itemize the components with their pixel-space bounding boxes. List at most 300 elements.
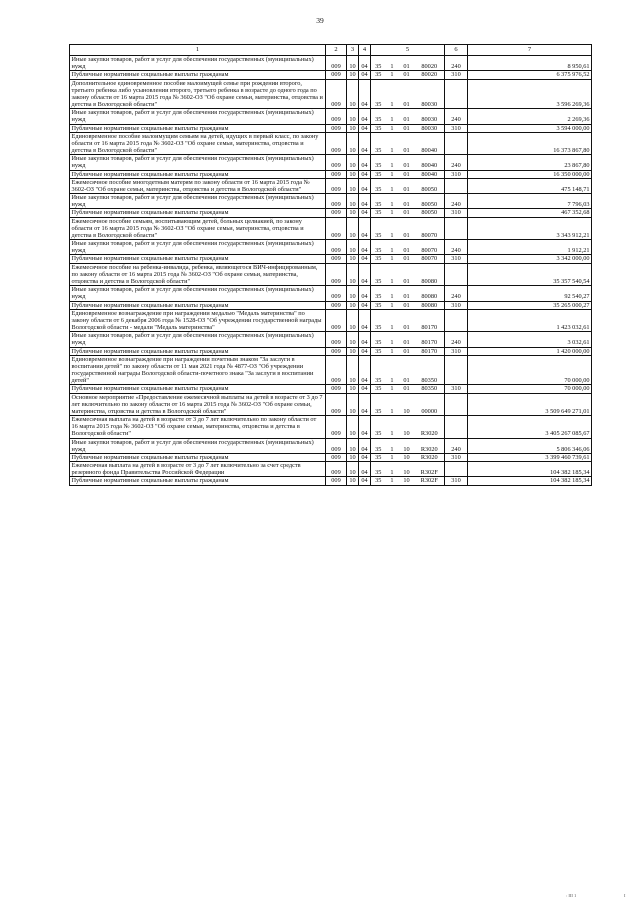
row-measure-code: 01 <box>399 286 415 301</box>
row-subsection-code: 04 <box>359 309 371 332</box>
row-ministry-code: 009 <box>326 178 347 193</box>
row-subsection-code: 04 <box>359 477 371 485</box>
table-row <box>70 301 592 309</box>
row-subsection-code: 04 <box>359 301 371 309</box>
row-measure-code: 01 <box>399 309 415 332</box>
row-subsection-code: 04 <box>359 217 371 240</box>
row-expense-type: 310 <box>445 453 468 461</box>
row-program-code: 35 <box>371 109 386 124</box>
row-subprogram-code: 1 <box>386 124 399 132</box>
row-program-code: 35 <box>371 332 386 347</box>
table-row <box>70 155 592 170</box>
row-name: Публичные нормативные социальные выплаты гражданам <box>70 301 326 309</box>
row-subprogram-code: 1 <box>386 79 399 109</box>
row-subsection-code: 04 <box>359 286 371 301</box>
row-ministry-code: 009 <box>326 309 347 332</box>
row-ministry-code: 009 <box>326 124 347 132</box>
row-section-code: 10 <box>347 416 359 439</box>
row-section-code: 10 <box>347 240 359 255</box>
row-measure-code: 01 <box>399 240 415 255</box>
row-name: Ежемесячное пособие семьям, воспитывающим детей, больных целиакией, по закону области от 16 марта 2015 года № 3602-ОЗ "Об охране семьи, материнства, отцовства и детства в Вологодской области" <box>70 217 326 240</box>
row-program-code: 35 <box>371 477 386 485</box>
row-subsection-code: 04 <box>359 240 371 255</box>
page-number: 39 <box>316 16 324 25</box>
row-ministry-code: 009 <box>326 240 347 255</box>
row-subsection-code: 04 <box>359 332 371 347</box>
row-direction-code: 80030 <box>415 124 445 132</box>
row-amount: 3 594 000,00 <box>468 124 592 132</box>
row-direction-code: 80030 <box>415 79 445 109</box>
table-header-row <box>70 45 592 56</box>
row-ministry-code: 009 <box>326 385 347 393</box>
row-subsection-code: 04 <box>359 416 371 439</box>
row-subprogram-code: 1 <box>386 263 399 286</box>
row-subsection-code: 04 <box>359 56 371 71</box>
row-direction-code: R3020 <box>415 453 445 461</box>
row-measure-code: 01 <box>399 155 415 170</box>
row-section-code: 10 <box>347 71 359 79</box>
row-program-code: 35 <box>371 71 386 79</box>
row-subprogram-code: 1 <box>386 178 399 193</box>
row-name: Дополнительное единовременное пособие малоимущей семье при рождении второго, третьего ребенка либо усыновлении второго, третьего ребенка в возрасте до одного года по закону области от 16 марта 2015 года № 3602-ОЗ "Об охране семьи, материнства, отцовства и детства в Вологодской области" <box>70 79 326 109</box>
row-amount: 475 148,71 <box>468 178 592 193</box>
row-direction-code: 80070 <box>415 217 445 240</box>
row-section-code: 10 <box>347 347 359 355</box>
row-expense-type: 310 <box>445 124 468 132</box>
row-expense-type <box>445 462 468 477</box>
row-subprogram-code: 1 <box>386 71 399 79</box>
row-expense-type <box>445 79 468 109</box>
scan-footer-mark: : III 1 <box>566 893 577 898</box>
header-col-7: 7 <box>468 45 592 56</box>
row-section-code: 10 <box>347 178 359 193</box>
row-ministry-code: 009 <box>326 56 347 71</box>
row-program-code: 35 <box>371 255 386 263</box>
row-program-code: 35 <box>371 416 386 439</box>
row-section-code: 10 <box>347 56 359 71</box>
row-ministry-code: 009 <box>326 416 347 439</box>
row-section-code: 10 <box>347 332 359 347</box>
table-row <box>70 71 592 79</box>
row-subsection-code: 04 <box>359 255 371 263</box>
row-direction-code: 80350 <box>415 355 445 385</box>
scan-footer-mark-right: I <box>624 893 626 898</box>
table-row <box>70 56 592 71</box>
row-expense-type: 240 <box>445 438 468 453</box>
row-subsection-code: 04 <box>359 393 371 416</box>
row-subsection-code: 04 <box>359 209 371 217</box>
row-expense-type: 240 <box>445 109 468 124</box>
row-expense-type: 310 <box>445 255 468 263</box>
row-subprogram-code: 1 <box>386 438 399 453</box>
row-direction-code: R3020 <box>415 438 445 453</box>
row-ministry-code: 009 <box>326 332 347 347</box>
row-ministry-code: 009 <box>326 453 347 461</box>
row-amount: 6 375 976,52 <box>468 71 592 79</box>
row-subprogram-code: 1 <box>386 332 399 347</box>
row-subprogram-code: 1 <box>386 240 399 255</box>
row-amount: 3 399 460 739,61 <box>468 453 592 461</box>
row-subprogram-code: 1 <box>386 56 399 71</box>
row-direction-code: R3020 <box>415 416 445 439</box>
row-measure-code: 10 <box>399 438 415 453</box>
row-subsection-code: 04 <box>359 194 371 209</box>
row-section-code: 10 <box>347 355 359 385</box>
row-subsection-code: 04 <box>359 438 371 453</box>
row-subprogram-code: 1 <box>386 477 399 485</box>
row-program-code: 35 <box>371 385 386 393</box>
table-row <box>70 263 592 286</box>
row-amount: 3 509 649 271,01 <box>468 393 592 416</box>
table-row <box>70 453 592 461</box>
row-section-code: 10 <box>347 109 359 124</box>
row-subprogram-code: 1 <box>386 109 399 124</box>
row-subsection-code: 04 <box>359 170 371 178</box>
row-section-code: 10 <box>347 155 359 170</box>
row-amount: 7 796,03 <box>468 194 592 209</box>
row-expense-type: 310 <box>445 477 468 485</box>
table-row <box>70 416 592 439</box>
row-measure-code: 01 <box>399 355 415 385</box>
row-name: Публичные нормативные социальные выплаты гражданам <box>70 71 326 79</box>
row-direction-code: 80040 <box>415 170 445 178</box>
row-amount: 3 342 000,00 <box>468 255 592 263</box>
table-row <box>70 393 592 416</box>
row-subsection-code: 04 <box>359 109 371 124</box>
row-section-code: 10 <box>347 301 359 309</box>
row-amount: 23 867,80 <box>468 155 592 170</box>
row-direction-code: 80170 <box>415 347 445 355</box>
row-direction-code: 80080 <box>415 263 445 286</box>
row-name: Публичные нормативные социальные выплаты гражданам <box>70 170 326 178</box>
row-ministry-code: 009 <box>326 286 347 301</box>
row-subprogram-code: 1 <box>386 217 399 240</box>
row-amount: 16 350 000,00 <box>468 170 592 178</box>
row-expense-type <box>445 355 468 385</box>
row-subprogram-code: 1 <box>386 393 399 416</box>
row-program-code: 35 <box>371 155 386 170</box>
table-row <box>70 209 592 217</box>
row-measure-code: 01 <box>399 170 415 178</box>
row-measure-code: 10 <box>399 477 415 485</box>
row-section-code: 10 <box>347 124 359 132</box>
row-measure-code: 01 <box>399 347 415 355</box>
row-measure-code: 10 <box>399 393 415 416</box>
table-row <box>70 385 592 393</box>
row-expense-type <box>445 132 468 155</box>
table-row <box>70 355 592 385</box>
row-section-code: 10 <box>347 393 359 416</box>
row-measure-code: 01 <box>399 56 415 71</box>
table-row <box>70 347 592 355</box>
row-program-code: 35 <box>371 462 386 477</box>
row-expense-type: 240 <box>445 332 468 347</box>
row-name: Иные закупки товаров, работ и услуг для обеспечения государственных (муниципальных) нужд <box>70 194 326 209</box>
table-row <box>70 79 592 109</box>
row-program-code: 35 <box>371 301 386 309</box>
row-name: Единовременное вознаграждение при награждении почетным знаком "За заслуги в воспитании детей" по закону области от 11 мая 2021 года № 4877-ОЗ "Об учреждении государственной награды Вологодской области-почетного знака "За заслуги в воспитании детей" <box>70 355 326 385</box>
row-section-code: 10 <box>347 286 359 301</box>
row-ministry-code: 009 <box>326 109 347 124</box>
row-program-code: 35 <box>371 79 386 109</box>
row-name: Публичные нормативные социальные выплаты гражданам <box>70 477 326 485</box>
row-measure-code: 01 <box>399 255 415 263</box>
row-subprogram-code: 1 <box>386 209 399 217</box>
row-name: Иные закупки товаров, работ и услуг для обеспечения государственных (муниципальных) нужд <box>70 240 326 255</box>
header-col-6: 6 <box>445 45 468 56</box>
row-name: Публичные нормативные социальные выплаты гражданам <box>70 209 326 217</box>
row-name: Иные закупки товаров, работ и услуг для обеспечения государственных (муниципальных) нужд <box>70 332 326 347</box>
row-name: Публичные нормативные социальные выплаты гражданам <box>70 453 326 461</box>
row-ministry-code: 009 <box>326 263 347 286</box>
row-subprogram-code: 1 <box>386 309 399 332</box>
row-expense-type <box>445 217 468 240</box>
row-program-code: 35 <box>371 347 386 355</box>
row-subprogram-code: 1 <box>386 155 399 170</box>
row-expense-type: 310 <box>445 301 468 309</box>
row-direction-code: 80020 <box>415 56 445 71</box>
row-name: Иные закупки товаров, работ и услуг для обеспечения государственных (муниципальных) нужд <box>70 155 326 170</box>
row-name: Основное мероприятие «Предоставление ежемесячной выплаты на детей в возрасте от 3 до 7 лет включительно по закону области от 16 марта 2015 года № 3602-ОЗ "Об охране семьи, материнства, отцовства и детства в Вологодской области" <box>70 393 326 416</box>
row-direction-code: 80050 <box>415 194 445 209</box>
row-ministry-code: 009 <box>326 155 347 170</box>
row-section-code: 10 <box>347 309 359 332</box>
row-section-code: 10 <box>347 194 359 209</box>
row-direction-code: 80080 <box>415 301 445 309</box>
row-program-code: 35 <box>371 209 386 217</box>
row-subsection-code: 04 <box>359 79 371 109</box>
row-ministry-code: 009 <box>326 462 347 477</box>
row-subprogram-code: 1 <box>386 355 399 385</box>
row-expense-type: 240 <box>445 240 468 255</box>
row-program-code: 35 <box>371 355 386 385</box>
table-row <box>70 240 592 255</box>
row-subprogram-code: 1 <box>386 385 399 393</box>
row-name: Ежемесячная выплата на детей в возрасте от 3 до 7 лет включительно по закону области от 16 марта 2015 года № 3602-ОЗ "Об охране семьи, материнства, отцовства и детства в Вологодской области" <box>70 416 326 439</box>
row-program-code: 35 <box>371 132 386 155</box>
row-amount: 70 000,00 <box>468 355 592 385</box>
row-subsection-code: 04 <box>359 263 371 286</box>
row-section-code: 10 <box>347 209 359 217</box>
row-name: Публичные нормативные социальные выплаты гражданам <box>70 347 326 355</box>
row-program-code: 35 <box>371 178 386 193</box>
table-row <box>70 194 592 209</box>
row-measure-code: 01 <box>399 217 415 240</box>
row-expense-type: 240 <box>445 155 468 170</box>
row-amount: 1 912,21 <box>468 240 592 255</box>
row-ministry-code: 009 <box>326 170 347 178</box>
row-measure-code: 10 <box>399 462 415 477</box>
row-measure-code: 01 <box>399 301 415 309</box>
row-amount: 92 540,27 <box>468 286 592 301</box>
row-ministry-code: 009 <box>326 301 347 309</box>
row-direction-code: 80070 <box>415 240 445 255</box>
row-subprogram-code: 1 <box>386 286 399 301</box>
row-program-code: 35 <box>371 263 386 286</box>
row-direction-code: 80350 <box>415 385 445 393</box>
row-subprogram-code: 1 <box>386 132 399 155</box>
table-row <box>70 217 592 240</box>
row-section-code: 10 <box>347 79 359 109</box>
row-measure-code: 01 <box>399 71 415 79</box>
row-name: Иные закупки товаров, работ и услуг для обеспечения государственных (муниципальных) нужд <box>70 438 326 453</box>
row-direction-code: 80040 <box>415 155 445 170</box>
row-amount: 104 382 185,34 <box>468 462 592 477</box>
table-row <box>70 109 592 124</box>
row-measure-code: 01 <box>399 194 415 209</box>
row-name: Иные закупки товаров, работ и услуг для обеспечения государственных (муниципальных) нужд <box>70 109 326 124</box>
row-ministry-code: 009 <box>326 438 347 453</box>
row-name: Иные закупки товаров, работ и услуг для обеспечения государственных (муниципальных) нужд <box>70 286 326 301</box>
row-section-code: 10 <box>347 132 359 155</box>
row-ministry-code: 009 <box>326 477 347 485</box>
row-program-code: 35 <box>371 217 386 240</box>
row-program-code: 35 <box>371 286 386 301</box>
row-subsection-code: 04 <box>359 347 371 355</box>
row-amount: 5 806 346,06 <box>468 438 592 453</box>
row-measure-code: 01 <box>399 109 415 124</box>
row-expense-type <box>445 309 468 332</box>
row-subprogram-code: 1 <box>386 453 399 461</box>
row-measure-code: 01 <box>399 178 415 193</box>
row-expense-type: 310 <box>445 71 468 79</box>
row-measure-code: 10 <box>399 416 415 439</box>
row-name: Ежемесячное пособие многодетным матерям по закону области от 16 марта 2015 года № 3602-ОЗ "Об охране семьи, материнства, отцовства и детства в Вологодской области" <box>70 178 326 193</box>
row-ministry-code: 009 <box>326 393 347 416</box>
row-direction-code: 80170 <box>415 309 445 332</box>
row-ministry-code: 009 <box>326 71 347 79</box>
row-name: Ежемесячная выплата на детей в возрасте от 3 до 7 лет включительно за счет средств резервного фонда Правительства Российской Федерации <box>70 462 326 477</box>
row-amount: 2 269,36 <box>468 109 592 124</box>
row-section-code: 10 <box>347 453 359 461</box>
table-row <box>70 477 592 485</box>
row-program-code: 35 <box>371 194 386 209</box>
row-amount: 1 423 032,61 <box>468 309 592 332</box>
row-subsection-code: 04 <box>359 155 371 170</box>
row-subsection-code: 04 <box>359 71 371 79</box>
row-name: Публичные нормативные социальные выплаты гражданам <box>70 385 326 393</box>
row-ministry-code: 009 <box>326 217 347 240</box>
row-ministry-code: 009 <box>326 355 347 385</box>
header-col-4: 4 <box>359 45 371 56</box>
row-direction-code: 80080 <box>415 286 445 301</box>
row-amount: 70 000,00 <box>468 385 592 393</box>
row-expense-type: 240 <box>445 286 468 301</box>
row-section-code: 10 <box>347 438 359 453</box>
row-measure-code: 01 <box>399 385 415 393</box>
row-section-code: 10 <box>347 477 359 485</box>
row-subprogram-code: 1 <box>386 170 399 178</box>
row-subsection-code: 04 <box>359 385 371 393</box>
row-amount: 3 405 267 085,67 <box>468 416 592 439</box>
row-expense-type: 310 <box>445 170 468 178</box>
header-col-1: 1 <box>70 45 326 56</box>
row-direction-code: 80070 <box>415 255 445 263</box>
row-amount: 16 373 867,80 <box>468 132 592 155</box>
row-expense-type <box>445 178 468 193</box>
row-amount: 3 343 912,21 <box>468 217 592 240</box>
row-ministry-code: 009 <box>326 255 347 263</box>
row-subsection-code: 04 <box>359 355 371 385</box>
row-measure-code: 10 <box>399 453 415 461</box>
row-program-code: 35 <box>371 309 386 332</box>
row-ministry-code: 009 <box>326 79 347 109</box>
row-expense-type: 310 <box>445 209 468 217</box>
row-subprogram-code: 1 <box>386 347 399 355</box>
row-program-code: 35 <box>371 453 386 461</box>
row-amount: 104 382 185,34 <box>468 477 592 485</box>
table-row <box>70 255 592 263</box>
row-expense-type: 310 <box>445 385 468 393</box>
row-expense-type: 240 <box>445 194 468 209</box>
row-direction-code: 80050 <box>415 178 445 193</box>
row-amount: 3 596 269,36 <box>468 79 592 109</box>
row-measure-code: 01 <box>399 263 415 286</box>
row-amount: 35 265 000,27 <box>468 301 592 309</box>
row-expense-type: 240 <box>445 56 468 71</box>
row-subsection-code: 04 <box>359 178 371 193</box>
row-section-code: 10 <box>347 217 359 240</box>
row-name: Единовременное вознаграждение при награждении медалью "Медаль материнства" по закону области от 6 декабря 2006 года № 1528-ОЗ "Об учреждении государственной награды Вологодской области - медали "Медаль материнства" <box>70 309 326 332</box>
row-program-code: 35 <box>371 124 386 132</box>
row-expense-type: 310 <box>445 347 468 355</box>
row-subsection-code: 04 <box>359 453 371 461</box>
row-amount: 1 420 000,00 <box>468 347 592 355</box>
row-name: Публичные нормативные социальные выплаты гражданам <box>70 255 326 263</box>
row-ministry-code: 009 <box>326 209 347 217</box>
row-ministry-code: 009 <box>326 194 347 209</box>
row-subsection-code: 04 <box>359 132 371 155</box>
row-measure-code: 01 <box>399 124 415 132</box>
row-direction-code: 00000 <box>415 393 445 416</box>
row-program-code: 35 <box>371 170 386 178</box>
table-row <box>70 286 592 301</box>
row-amount: 35 357 540,54 <box>468 263 592 286</box>
header-col-3: 3 <box>347 45 359 56</box>
table-row <box>70 332 592 347</box>
row-measure-code: 01 <box>399 209 415 217</box>
row-expense-type <box>445 416 468 439</box>
row-ministry-code: 009 <box>326 347 347 355</box>
row-program-code: 35 <box>371 393 386 416</box>
table-row <box>70 309 592 332</box>
row-subprogram-code: 1 <box>386 301 399 309</box>
row-direction-code: 80040 <box>415 132 445 155</box>
table-row <box>70 438 592 453</box>
row-amount: 3 032,61 <box>468 332 592 347</box>
table-row <box>70 124 592 132</box>
row-name: Ежемесячное пособие на ребенка-инвалида, ребенка, являющегося ВИЧ-инфицированным, по закону области от 16 марта 2015 года № 3602-ОЗ "Об охране семьи, материнства, отцовства и детства в Вологодской области" <box>70 263 326 286</box>
table-row <box>70 178 592 193</box>
row-expense-type <box>445 393 468 416</box>
header-col-5: 5 <box>371 45 445 56</box>
header-col-2: 2 <box>326 45 347 56</box>
row-section-code: 10 <box>347 462 359 477</box>
row-direction-code: R302F <box>415 477 445 485</box>
row-subsection-code: 04 <box>359 124 371 132</box>
row-subprogram-code: 1 <box>386 416 399 439</box>
row-measure-code: 01 <box>399 332 415 347</box>
table-row <box>70 462 592 477</box>
row-ministry-code: 009 <box>326 132 347 155</box>
budget-table <box>69 44 592 486</box>
row-subsection-code: 04 <box>359 462 371 477</box>
row-measure-code: 01 <box>399 132 415 155</box>
table-row <box>70 132 592 155</box>
table-row <box>70 170 592 178</box>
row-name: Единовременное пособие малоимущим семьям на детей, идущих в первый класс, по закону области от 16 марта 2015 года № 3602-ОЗ "Об охране семьи, материнства, отцовства и детства в Вологодской области" <box>70 132 326 155</box>
row-amount: 8 950,61 <box>468 56 592 71</box>
